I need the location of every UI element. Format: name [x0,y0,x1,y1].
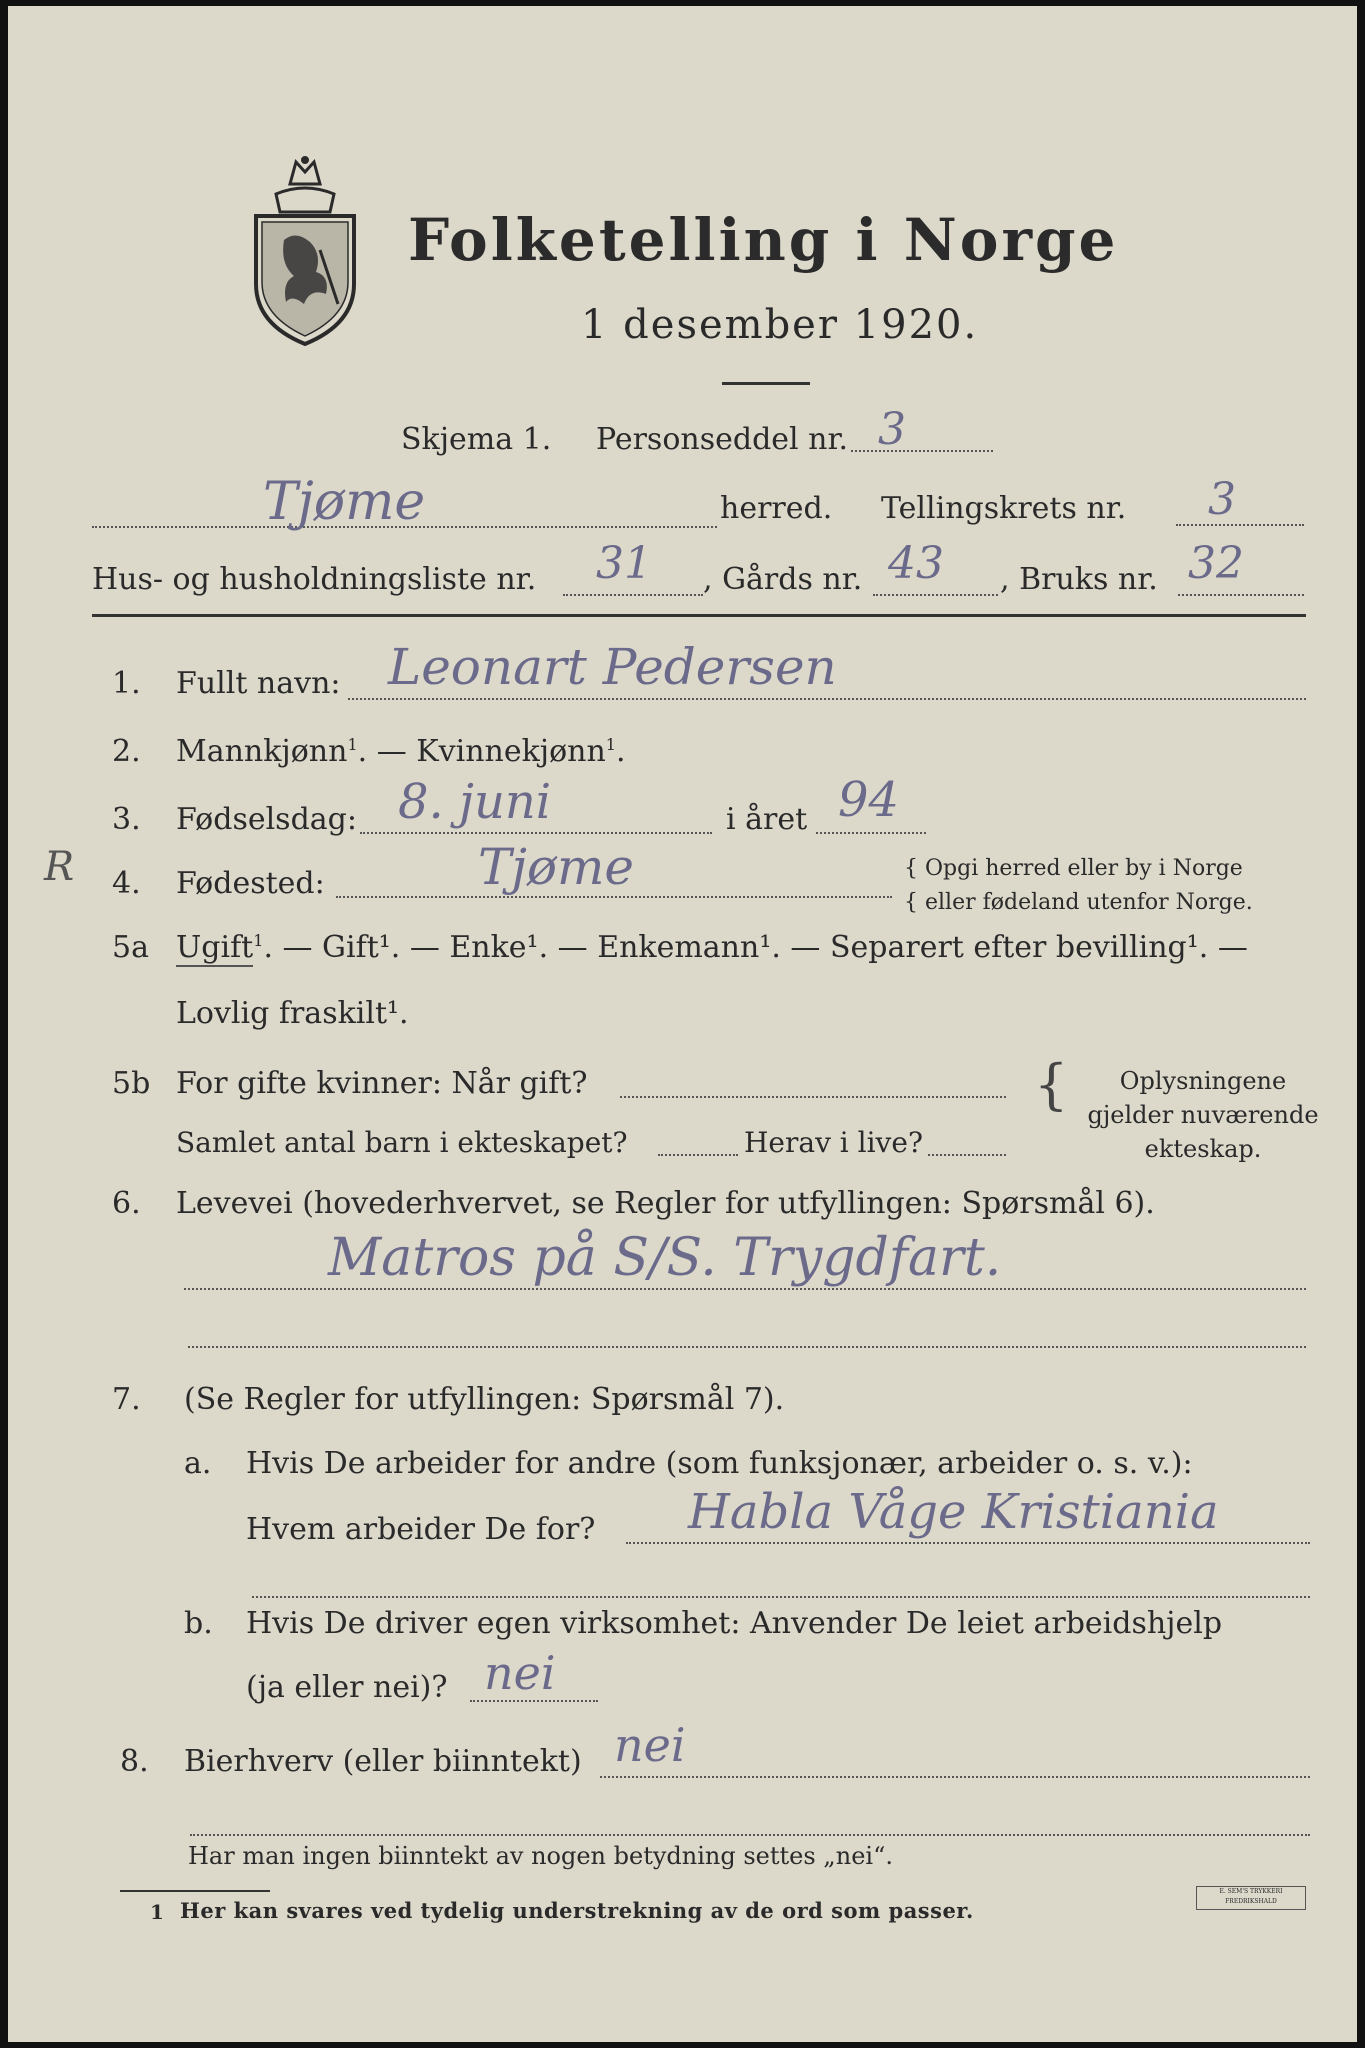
q5b-label2: Samlet antal barn i ekteskapet? [176,1126,628,1159]
q3-number: 3. [112,802,141,837]
q7b-answer-line [470,1700,598,1702]
q1-answer[interactable]: Leonart Pedersen [388,638,837,696]
footnote-rule [120,1890,270,1892]
norway-coat-of-arms-icon [246,154,364,346]
q8-extra-line [190,1834,1310,1836]
q5b-brace: { [1034,1053,1069,1116]
q5b-note-line2: gjelder nuværende [1087,1101,1319,1129]
personseddel-line [851,450,993,452]
q6-answer[interactable]: Matros på S/S. Trygdfart. [328,1228,1002,1288]
q3-date-line [360,832,712,834]
q2-kvinne[interactable]: Kvinnekjønn [416,734,606,769]
q1-label: Fullt navn: [176,666,341,701]
q3-year-answer[interactable]: 94 [838,772,900,828]
q5a-line2: Lovlig fraskilt¹. [176,996,409,1031]
q6-answer-line [184,1288,1306,1290]
header-rule [92,614,1306,617]
tellingskrets-value[interactable]: 3 [1208,474,1236,525]
q5b-note [1078,1064,1328,1166]
q7a-line1: Hvis De arbeider for andre (som funksjonær, arbeider o. s. v.): [246,1446,1193,1481]
q5a-number: 5a [112,930,149,965]
q6-label: Levevei (hovederhvervet, se Regler for utfyllingen: Spørsmål 6). [176,1186,1155,1221]
q5b-label1: For gifte kvinner: Når gift? [176,1066,588,1101]
census-form-sheet [8,6,1357,2042]
q5a-rest: . — Gift¹. — Enke¹. — Enkemann¹. — Separert efter bevilling¹. — [263,930,1248,965]
q2-sep: . — [357,734,417,769]
q4-note-line2: { eller fødeland utenfor Norge. [904,890,1253,915]
gards-line [873,594,998,596]
q4-line [336,896,892,898]
form-date: 1 desember 1920. [581,302,979,348]
q5b-children-line [658,1154,738,1156]
q5b-note-line3: ekteskap. [1144,1135,1262,1163]
gards-label: , Gårds nr. [703,562,863,597]
gards-value[interactable]: 43 [888,538,944,589]
bruks-line [1178,594,1304,596]
footnote-text: Her kan svares ved tydelig understrekning av de ord som passer. [180,1898,974,1923]
q7b-line1: Hvis De driver egen virksomhet: Anvender De leiet arbeidshjelp [246,1606,1223,1641]
q5b-number: 5b [112,1066,151,1101]
tellingskrets-line [1176,524,1304,526]
q1-line [348,698,1306,700]
q2-number: 2. [112,734,141,769]
q2-end: . [615,734,626,769]
tellingskrets-label: Tellingskrets nr. [881,491,1127,526]
q2-text: Mannkjønn$^1$. — Kvinnekjønn$^1$. [176,734,626,769]
q7b-line2: (ja eller nei)? [246,1670,448,1705]
q8-label: Bierhverv (eller biinntekt) [184,1744,582,1779]
printer-stamp: E. SEM'S TRYKKERI FREDRIKSHALD [1196,1886,1306,1910]
q7-number: 7. [112,1382,141,1417]
herred-label: herred. [720,491,833,526]
q4-note [904,852,1253,920]
q5a-ugift[interactable]: Ugift [176,930,254,965]
bruks-label: , Bruks nr. [1000,562,1158,597]
q5b-alive-line [928,1154,1006,1156]
q5b-note-line1: Oplysningene [1119,1067,1287,1095]
q7a-letter: a. [184,1446,212,1481]
footnote-mark: 1 [150,1900,164,1924]
q7a-answer[interactable]: Habla Våge Kristiania [688,1484,1219,1540]
q7a-extra-line [252,1596,1310,1598]
q5a-text: Ugift$^1$. — Gift¹. — Enke¹. — Enkemann¹. — Separert efter bevilling¹. — [176,930,1248,965]
bruks-value[interactable]: 32 [1188,538,1244,589]
personseddel-label: Personseddel nr. [596,422,849,457]
hus-line [563,594,703,596]
q5b-label3: Herav i live? [744,1126,923,1159]
hus-label: Hus- og husholdningsliste nr. [92,562,537,597]
q7b-answer[interactable]: nei [484,1646,556,1700]
q8-answer[interactable]: nei [614,1718,686,1772]
q3-answer[interactable]: 8. juni [398,774,552,830]
title-divider [722,382,810,385]
q4-label: Fødested: [176,866,325,901]
q6-extra-line [188,1346,1306,1348]
q4-answer[interactable]: Tjøme [478,838,634,896]
skjema-label: Skjema 1. [401,422,552,457]
q7a-answer-line [626,1542,1310,1544]
q4-number: 4. [112,866,141,901]
q6-number: 6. [112,1186,141,1221]
hus-value[interactable]: 31 [596,538,652,589]
q8-answer-line [600,1776,1310,1778]
q3-year-line [816,832,926,834]
footer-note: Har man ingen biinntekt av nogen betydning settes „nei“. [188,1842,893,1870]
q4-margin-mark: R [44,844,75,890]
q2-mann[interactable]: Mannkjønn [176,734,348,769]
form-title: Folketelling i Norge [408,206,1119,274]
herred-value[interactable]: Tjøme [263,472,426,532]
q8-number: 8. [120,1744,149,1779]
q7-label: (Se Regler for utfyllingen: Spørsmål 7). [184,1382,785,1417]
q7a-line2: Hvem arbeider De for? [246,1512,596,1547]
q3-year-label: i året [726,802,808,837]
q4-note-line1: { Opgi herred eller by i Norge [904,856,1243,881]
q1-number: 1. [112,666,141,701]
personseddel-value[interactable]: 3 [878,404,906,455]
q3-label: Fødselsdag: [176,802,357,837]
q7b-letter: b. [184,1606,213,1641]
q5b-married-line [620,1096,1006,1098]
